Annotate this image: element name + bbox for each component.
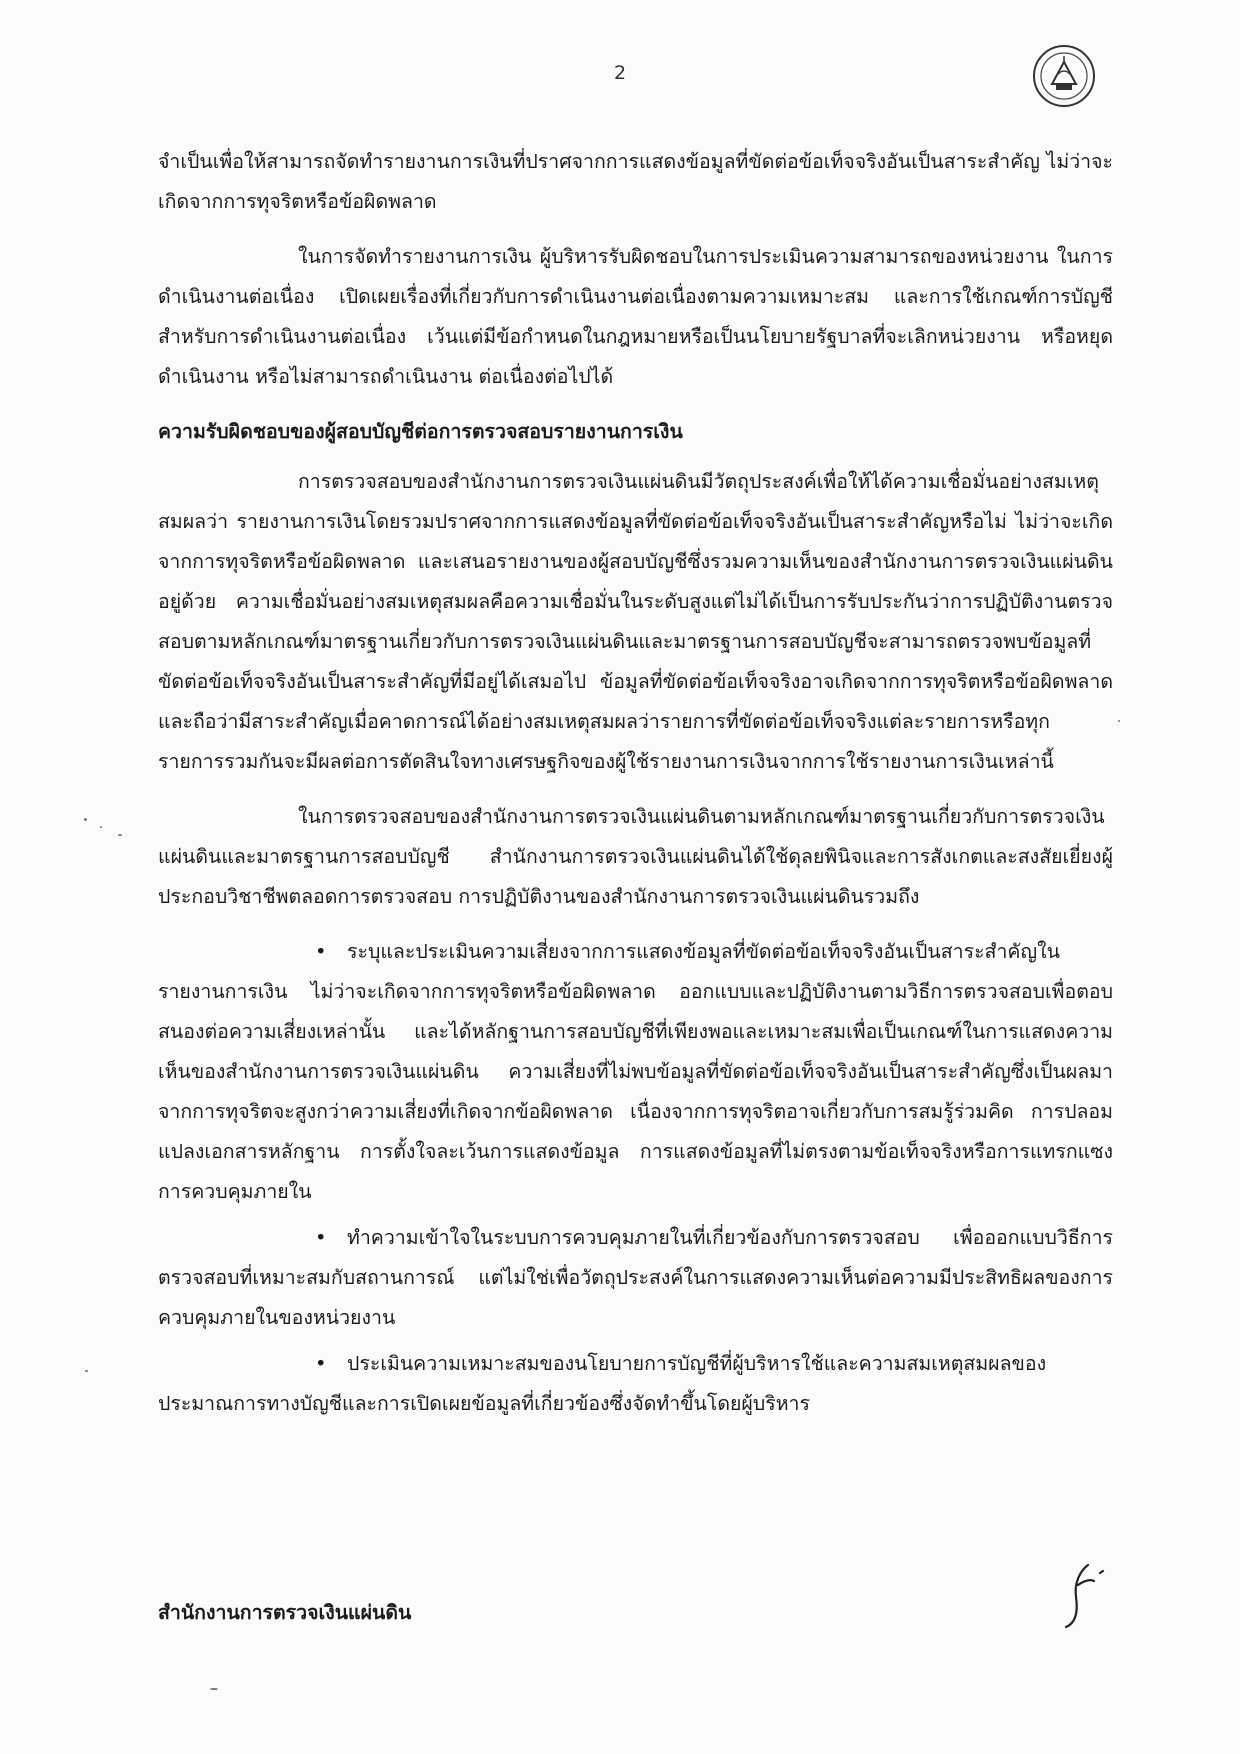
- bullet-dot-icon: •: [315, 1352, 327, 1375]
- section-heading: ความรับผิดชอบของผู้สอบบัญชีต่อการตรวจสอบรายงานการเงิน: [158, 420, 683, 443]
- paragraph-audit-objective: การตรวจสอบของสำนักงานการตรวจเงินแผ่นดินมีวัตถุประสงค์เพื่อให้ได้ความเชื่อมั่นอย่างสมเหตุสมผลว่า รายงานการเงินโดยรวมปราศจากการแสดงข้อมูลที่ขัดต่อข้อเท็จจริงอันเป็นสาระสำคัญหรือไม่ ไม่ว่าจะเกิดจากการทุจริตหรือข้อผิดพลาด และเสนอรายงานของผู้สอบบัญชีซึ่งรวมความเห็นของสำนักงานการตรวจเงินแผ่นดินอยู่ด้วย ความเชื่อมั่นอย่างสมเหตุสมผลคือความเชื่อมั่นในระดับสูงแต่ไม่ได้เป็นการรับประกันว่าการปฏิบัติงานตรวจสอบตามหลักเกณฑ์มาตรฐานเกี่ยวกับการตรวจเงินแผ่นดินและมาตรฐานการสอบบัญชีจะสามารถตรวจพบข้อมูลที่ขัดต่อข้อเท็จจริงอันเป็นสาระสำคัญที่มีอยู่ได้เสมอไป ข้อมูลที่ขัดต่อข้อเท็จจริงอาจเกิดจากการทุจริตหรือข้อผิดพลาดและถือว่ามีสาระสำคัญเมื่อคาดการณ์ได้อย่างสมเหตุสมผลว่ารายการที่ขัดต่อข้อเท็จจริงแต่ละรายการหรือทุกรายการรวมกันจะมีผลต่อการตัดสินใจทางเศรษฐกิจของผู้ใช้รายงานการเงินจากการใช้รายงานการเงินเหล่านี้: [158, 470, 1113, 773]
- bullet-item-accounting-policy: [158, 1344, 1113, 1424]
- scan-speck: [84, 818, 87, 821]
- scan-speck: [85, 1370, 88, 1372]
- page-number: 2: [613, 62, 627, 84]
- bullet-dot-icon: •: [315, 940, 327, 963]
- scan-speck: [118, 834, 122, 836]
- bullet-text: ระบุและประเมินความเสี่ยงจากการแสดงข้อมูลที่ขัดต่อข้อเท็จจริงอันเป็นสาระสำคัญในรายงานการเงิน ไม่ว่าจะเกิดจากการทุจริตหรือข้อผิดพลาด ออกแบบและปฏิบัติงานตามวิธีการตรวจสอบเพื่อตอบสนองต่อความเสี่ยงเหล่านั้น และได้หลักฐานการสอบบัญชีที่เพียงพอและเหมาะสมเพื่อเป็นเกณฑ์ในการแสดงความเห็นของสำนักงานการตรวจเงินแผ่นดิน ความเสี่ยงที่ไม่พบข้อมูลที่ขัดต่อข้อเท็จจริงอันเป็นสาระสำคัญซึ่งเป็นผลมาจากการทุจริตจะสูงกว่าความเสี่ยงที่เกิดจากข้อผิดพลาด เนื่องจากการทุจริตอาจเกี่ยวกับการสมรู้ร่วมคิด การปลอมแปลงเอกสารหลักฐาน การตั้งใจละเว้นการแสดงข้อมูล การแสดงข้อมูลที่ไม่ตรงตามข้อเท็จจริงหรือการแทรกแซงการควบคุมภายใน: [158, 940, 1113, 1203]
- bullet-text: ทำความเข้าใจในระบบการควบคุมภายในที่เกี่ยวข้องกับการตรวจสอบ เพื่อออกแบบวิธีการตรวจสอบที่เหมาะสมกับสถานการณ์ แต่ไม่ใช่เพื่อวัตถุประสงค์ในการแสดงความเห็นต่อความมีประสิทธิผลของการควบคุมภายในของหน่วยงาน: [158, 1226, 1113, 1329]
- scan-speck: [1118, 720, 1120, 722]
- bullet-text: ประเมินความเหมาะสมของนโยบายการบัญชีที่ผู้บริหารใช้และความสมเหตุสมผลของประมาณการทางบัญชีและการเปิดเผยข้อมูลที่เกี่ยวข้องซึ่งจัดทำขึ้นโดยผู้บริหาร: [158, 1352, 1047, 1415]
- bullet-dot-icon: •: [315, 1226, 327, 1249]
- paragraph-continuation: จำเป็นเพื่อให้สามารถจัดทำรายงานการเงินที่ปราศจากการแสดงข้อมูลที่ขัดต่อข้อเท็จจริงอันเป็นสาระสำคัญ ไม่ว่าจะเกิดจากการทุจริตหรือข้อผิดพลาด: [158, 150, 1113, 213]
- bullet-item-internal-control: [158, 1218, 1113, 1338]
- scan-speck: [210, 1688, 218, 1690]
- document-body: [158, 142, 1113, 1430]
- office-seal-icon: [1032, 44, 1096, 108]
- signature-icon: [1050, 1555, 1120, 1635]
- scan-speck: [100, 826, 102, 828]
- footer-organization: สำนักงานการตรวจเงินแผ่นดิน: [158, 1601, 412, 1624]
- paragraph-audit-procedures: ในการตรวจสอบของสำนักงานการตรวจเงินแผ่นดินตามหลักเกณฑ์มาตรฐานเกี่ยวกับการตรวจเงินแผ่นดินและมาตรฐานการสอบบัญชี สำนักงานการตรวจเงินแผ่นดินได้ใช้ดุลยพินิจและการสังเกตและสงสัยเยี่ยงผู้ประกอบวิชาชีพตลอดการตรวจสอบ การปฏิบัติงานของสำนักงานการตรวจเงินแผ่นดินรวมถึง: [158, 805, 1113, 908]
- paragraph-going-concern: ในการจัดทำรายงานการเงิน ผู้บริหารรับผิดชอบในการประเมินความสามารถของหน่วยงาน ในการดำเนินงานต่อเนื่อง เปิดเผยเรื่องที่เกี่ยวกับการดำเนินงานต่อเนื่องตามความเหมาะสม และการใช้เกณฑ์การบัญชีสำหรับการดำเนินงานต่อเนื่อง เว้นแต่มีข้อกำหนดในกฎหมายหรือเป็นนโยบายรัฐบาลที่จะเลิกหน่วยงาน หรือหยุดดำเนินงาน หรือไม่สามารถดำเนินงาน ต่อเนื่องต่อไปได้: [158, 245, 1113, 388]
- bullet-item-risk-assessment: [158, 932, 1113, 1212]
